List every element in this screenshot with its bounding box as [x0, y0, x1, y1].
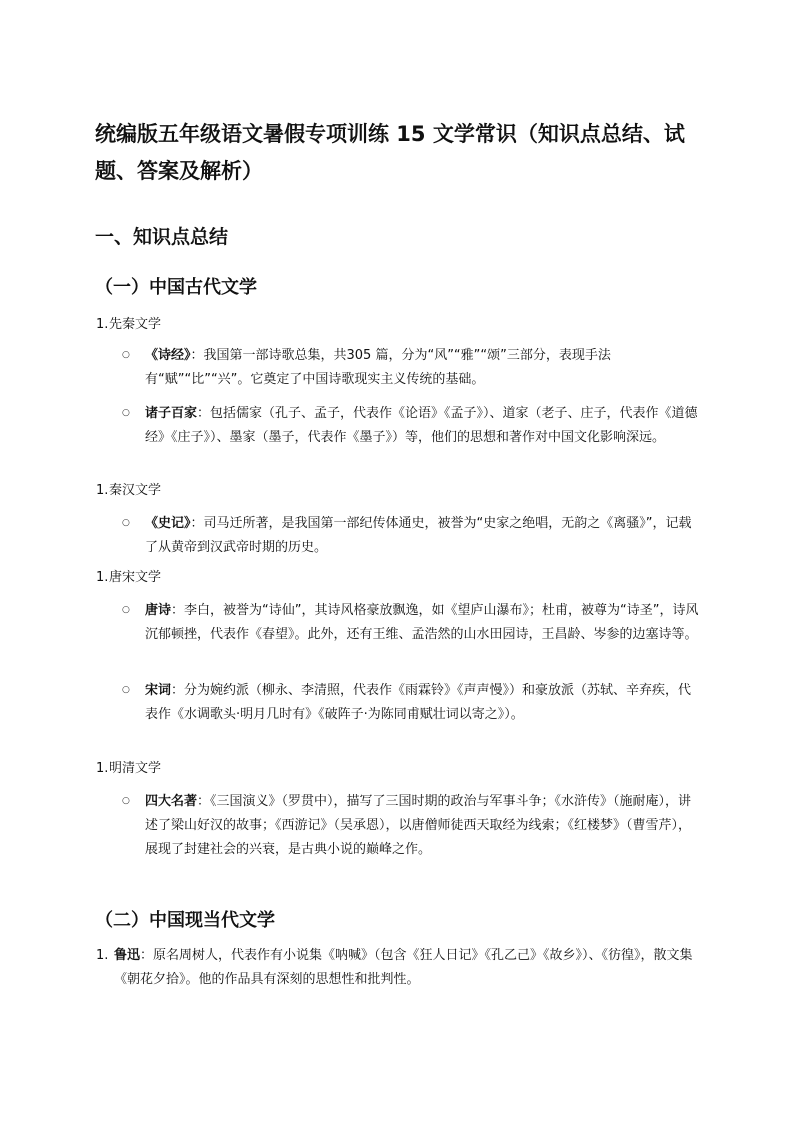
bullet-text: ：包括儒家（孔子、孟子，代表作《论语》《孟子》）、道家（老子、庄子，代表作《道德经》《庄子》）、墨家（墨子，代表作《墨子》）等，他们的思想和著作对中国文化影响深远。	[145, 406, 698, 445]
bullet-term: 诸子百家	[145, 406, 198, 421]
bullet-marker: ○	[122, 605, 130, 615]
list-item-tang-song	[96, 567, 161, 589]
bullet-term: 四大名著	[145, 794, 198, 809]
list-number: 1.	[96, 570, 109, 585]
bullet-item-shiji	[122, 512, 702, 560]
bullet-text: ：《三国演义》（罗贯中），描写了三国时期的政治与军事斗争；《水浒传》（施耐庵），讲述了梁山好汉的故事；《西游记》（吴承恩），以唐僧师徒西天取经为线索；《红楼梦》（曹雪芹），展现了封建社会的兴衰，是古典小说的巅峰之作。	[145, 794, 692, 857]
list-item-ming-qing	[96, 758, 161, 780]
list-label: 先秦文学	[109, 317, 162, 332]
list-label: 明清文学	[109, 761, 162, 776]
bullet-text: ：李白，被誉为“诗仙”，其诗风格豪放飘逸，如《望庐山瀑布》；杜甫，被尊为“诗圣”，诗风沉郁顿挫，代表作《春望》。此外，还有王维、孟浩然的山水田园诗，王昌龄、岑参的边塞诗等。	[145, 603, 699, 642]
bullet-marker: ○	[122, 796, 130, 806]
list-item-lu-xun	[96, 944, 696, 992]
bullet-text: ：我国第一部诗歌总集，共305 篇，分为“风”“雅”“颂”三部分，表现手法有“赋”“比”“兴”。它奠定了中国诗歌现实主义传统的基础。	[145, 348, 611, 387]
document-title: 统编版五年级语文暑假专项训练 15 文学常识（知识点总结、试题、答案及解析）	[95, 122, 685, 183]
list-number: 1.	[96, 948, 109, 963]
section-heading-knowledge-summary: 一、知识点总结	[95, 226, 229, 248]
bullet-term: 宋词	[145, 683, 172, 698]
bullet-marker: ○	[122, 518, 130, 528]
bullet-item-four-classics	[122, 790, 702, 862]
bullet-marker: ○	[122, 408, 130, 418]
list-number: 1.	[96, 483, 109, 498]
list-number: 1.	[96, 317, 109, 332]
list-label: 秦汉文学	[109, 483, 162, 498]
bullet-item-song-ci	[122, 679, 702, 727]
item-term: 鲁迅	[114, 948, 141, 963]
bullet-marker: ○	[122, 685, 130, 695]
item-text: ：原名周树人，代表作有小说集《呐喊》（包含《狂人日记》《孔乙己》《故乡》）、《彷徨》，散文集《朝花夕拾》。他的作品具有深刻的思想性和批判性。	[114, 948, 693, 987]
list-item-qin-han	[96, 480, 161, 502]
list-label: 唐宋文学	[109, 570, 162, 585]
bullet-term: 《史记》	[145, 516, 191, 531]
bullet-term: 《诗经》	[145, 348, 191, 363]
list-item-pre-qin	[96, 314, 161, 336]
list-number: 1.	[96, 761, 109, 776]
bullet-item-tang-poetry	[122, 599, 702, 647]
bullet-item-zhuzi	[122, 402, 702, 450]
bullet-marker: ○	[122, 350, 130, 360]
bullet-item-shijing	[122, 344, 702, 392]
subsection-heading-ancient-literature: （一）中国古代文学	[95, 277, 257, 298]
subsection-heading-modern-literature: （二）中国现当代文学	[95, 910, 275, 931]
bullet-text: ：司马迁所著，是我国第一部纪传体通史，被誉为“史家之绝唱，无韵之《离骚》”，记载了从黄帝到汉武帝时期的历史。	[145, 516, 692, 555]
bullet-term: 唐诗	[145, 603, 172, 618]
bullet-text: ：分为婉约派（柳永、李清照，代表作《雨霖铃》《声声慢》）和豪放派（苏轼、辛弃疾，代表作《水调歌头·明月几时有》《破阵子·为陈同甫赋壮词以寄之》）。	[145, 683, 692, 722]
